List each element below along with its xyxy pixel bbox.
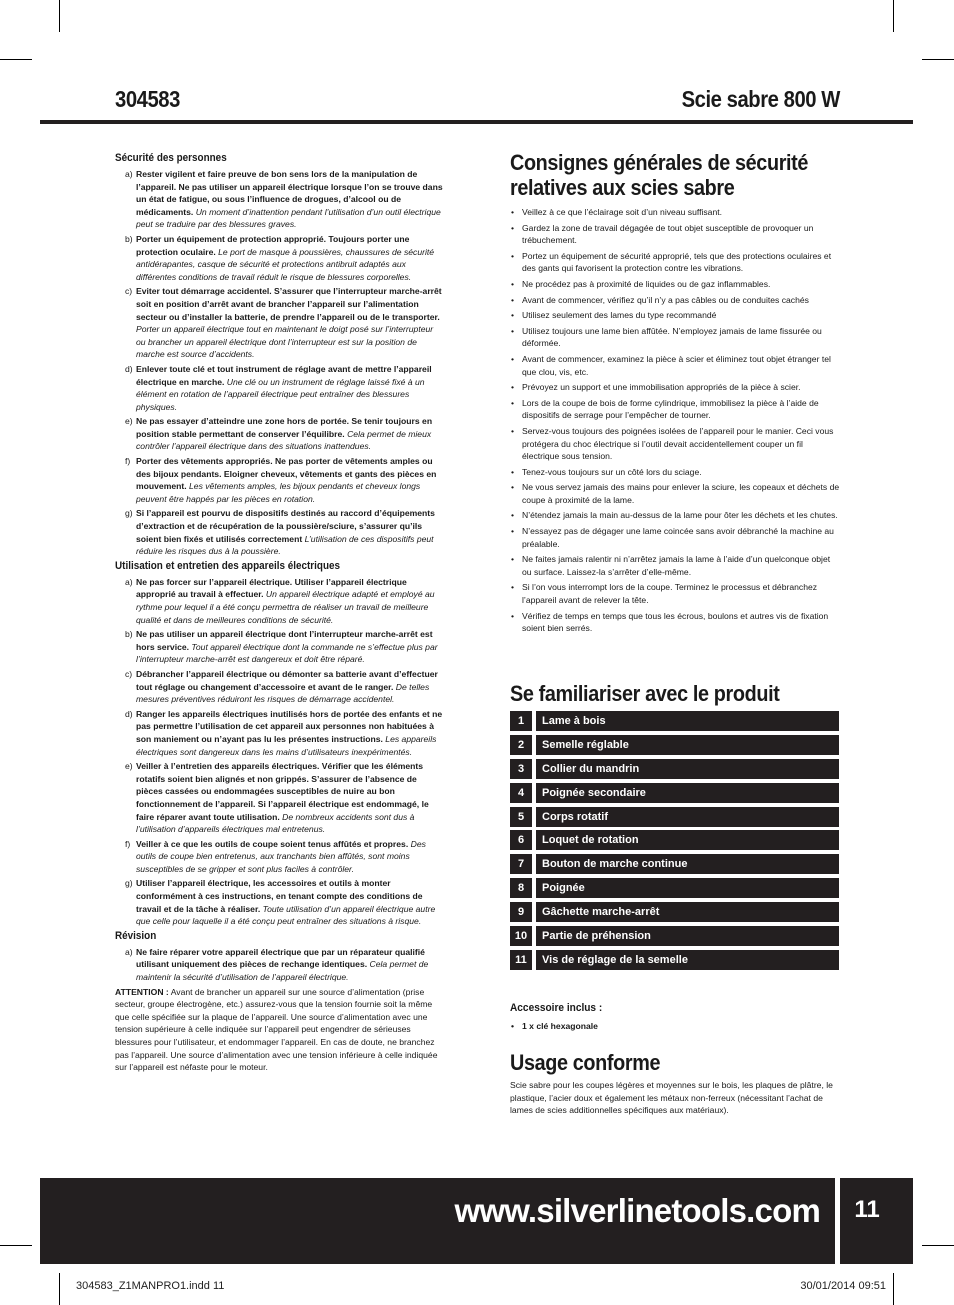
website-url: www.silverlinetools.com: [454, 1192, 820, 1229]
item-letter: a): [125, 946, 133, 957]
instruction-item: [115, 628, 445, 666]
item-letter: f): [125, 456, 131, 467]
instruction-item: [115, 415, 445, 453]
part-name: Vis de réglage de la semelle: [536, 950, 839, 970]
item-bold-text: Utiliser l’appareil électrique, les accessoires et outils à monter conformément à ces instructions, en tenant compte des conditions de travail et de la tâche à réaliser.: [136, 878, 423, 914]
item-bold-text: Débrancher l’appareil électrique ou démonter sa batterie avant d’effectuer tout réglage ou changement d’accessoire et avant de le ranger.: [136, 668, 438, 692]
section-title-use: Utilisation et entretien des appareils électriques: [115, 559, 341, 572]
part-number: 2: [510, 735, 532, 755]
crop-mark: [893, 0, 894, 32]
part-row: [510, 854, 839, 874]
item-letter: d): [125, 363, 133, 374]
attention-text: Avant de brancher un appareil sur une source d’alimentation (prise secteur, groupe électrogène, etc.) assurez-vous que la tension fournie soit la même que celle spécifiée sur la plaque de l’appareil. Une source d’alimentation avec une tension supérieure à celle indiquée sur l’appareil peut engendrer de sérieuses blessures pour l’utilisateur, et endommager l’appareil. En cas de doute, ne branchez pas l’appareil. Une source d’alimentation avec une tension inférieure à celle indiquée sur l’appareil est néfaste pour le moteur.: [115, 986, 438, 1073]
item-letter: e): [125, 761, 133, 772]
item-letter: f): [125, 838, 131, 849]
item-letter: g): [125, 508, 133, 519]
consigne-item: • Vérifiez de temps en temps que tous les écrous, boulons et autres vis de fixation soient bien serrés.: [510, 610, 840, 635]
item-bold-text: Enlever toute clé et tout instrument de réglage avant de mettre l’appareil électrique en marche.: [136, 363, 432, 387]
consigne-item: • Lors de la coupe de bois de forme cylindrique, immobilisez la pièce à l’aide de dispositifs de serrage pour l’empêcher de tourner.: [510, 397, 840, 422]
consigne-item: • Ne faites jamais ralentir ni n’arrêtez jamais la lame à l’aide d’un quelconque objet ou surface. Laissez-la s’arrêter d’elle-même.: [510, 553, 840, 578]
item-letter: c): [125, 286, 133, 297]
item-letter: b): [125, 629, 133, 640]
consigne-item: • N’étendez jamais la main au-dessus de la lame pour ôter les déchets et les chutes.: [510, 509, 840, 522]
item-italic-text: Toute utilisation d’un appareil électrique autre que celle pour laquelle il a été conçu peut entraîner des situations à risque.: [136, 903, 436, 927]
consigne-item: • Avant de commencer, examinez la pièce à scier et éliminez tout objet étranger tel que clou, vis, etc.: [510, 353, 840, 378]
instruction-item: [115, 455, 445, 505]
left-column: [115, 150, 445, 1074]
item-bold-text: Ne pas essayer d’atteindre une zone hors de portée. Se tenir toujours en position stable permettant de conserver l’équilibre.: [136, 416, 433, 439]
part-row: [510, 902, 839, 922]
consigne-item: • Si l’on vous interrompt lors de la coupe. Terminez le processus et débranchez l’appareil avant de relever la tête.: [510, 581, 840, 606]
consigne-item: • Ne procédez pas à proximité de liquides ou de gaz inflammables.: [510, 278, 840, 291]
consignes-list: [510, 206, 840, 635]
product-code: 304583: [115, 86, 180, 112]
item-italic-text: Le port de masque à poussières, chaussures de sécurité antidérapantes, casque de sécurité et protections antibruit adaptés aux différentes conditions de travail réduit le risque de blessures corporelles.: [136, 246, 435, 282]
part-row: [510, 783, 839, 803]
instruction-item: [115, 946, 445, 984]
part-number: 4: [510, 783, 532, 803]
part-row: [510, 878, 839, 898]
item-letter: a): [125, 169, 133, 179]
section-title-revision: Révision: [115, 929, 157, 942]
instruction-item: [115, 233, 445, 283]
consignes-title-line1: Consignes générales de sécurité: [510, 150, 809, 175]
familiariser-title: Se familiariser avec le produit: [510, 681, 780, 706]
item-bold-text: Veiller à l’entretien des appareils électriques. Vérifier que les éléments rotatifs soient bien alignés et non grippés. S’assurer de l’absence de pièces cassées ou endommagées susceptibles de nuire au bon fonctionnement de l’appareil. Si l’appareil électrique est endommagé, le faire réparer avant toute utilisation.: [136, 761, 429, 822]
part-name: Poignée: [536, 878, 839, 898]
item-bold-text: Ne faire réparer votre appareil électrique que par un réparateur qualifié utilisant uniquement des pièces de rechange identiques.: [136, 946, 425, 970]
item-letter: b): [125, 233, 133, 244]
revision-list: [115, 946, 445, 984]
crop-mark: [59, 1273, 60, 1305]
item-italic-text: Un appareil électrique adapté et employé au rythme pour lequel il a été conçu permettra de réaliser un travail de meilleure qualité et dans de meilleures conditions de sécurité.: [136, 589, 435, 625]
instruction-item: [115, 168, 445, 231]
part-row: [510, 830, 839, 850]
item-bold-text: Porter des vêtements appropriés. Ne pas porter de vêtements amples ou des bijoux pendants. Eloigner cheveux, vêtements et gants des pièces en mouvement.: [136, 456, 437, 492]
consigne-item: • Veillez à ce que l’éclairage soit d’un niveau suffisant.: [510, 206, 840, 219]
right-column: [510, 150, 840, 638]
accessoire-item: • 1 x clé hexagonale: [510, 1020, 840, 1033]
part-name: Semelle réglable: [536, 735, 839, 755]
part-number: 6: [510, 830, 532, 850]
consigne-item: • Ne vous servez jamais des mains pour enlever la sciure, les copeaux et déchets de coupe à proximité de la lame.: [510, 481, 840, 506]
part-number: 10: [510, 926, 532, 946]
item-italic-text: Porter un appareil électrique tout en maintenant le doigt posé sur l’interrupteur ou brancher un appareil électrique dont l’interrupteur est sur la position de marche est source d’accidents.: [136, 324, 434, 360]
instruction-item: [115, 576, 445, 626]
part-name: Corps rotatif: [536, 807, 839, 827]
slug-date: 30/01/2014 09:51: [800, 1280, 886, 1292]
item-bold-text: Ranger les appareils électriques inutilisés hors de portée des enfants et ne pas permettre l’utilisation de cet appareil aux personnes non habituées à son maniement ou n’ayant pas lu les présentes instructions.: [136, 708, 443, 744]
crop-mark: [0, 59, 32, 60]
attention-paragraph: [115, 986, 445, 1074]
item-italic-text: Tout appareil électrique dont la commande ne s’effectue plus par l’interrupteur marche-arrêt est dangereux et doit être réparé.: [136, 641, 438, 665]
product-title: Scie sabre 800 W: [681, 86, 840, 112]
consignes-title-line2: relatives aux scies sabre: [510, 175, 735, 200]
item-bold-text: Ne pas utiliser un appareil électrique dont l’interrupteur marche-arrêt est hors service.: [136, 629, 433, 652]
instruction-item: [115, 838, 445, 876]
part-number: 11: [510, 950, 532, 970]
item-letter: c): [125, 668, 133, 679]
slug-filename: 304583_Z1MANPRO1.indd 11: [76, 1280, 225, 1292]
instruction-item: [115, 285, 445, 361]
item-italic-text: De nombreux accidents sont dus à l’utilisation d’appareils électriques mal entretenus.: [136, 811, 415, 835]
item-italic-text: L’utilisation de ces dispositifs peut réduire les risques dus à la poussière.: [136, 533, 434, 557]
item-bold-text: Rester vigilent et faire preuve de bon sens lors de la manipulation de l’appareil. Ne pas utiliser un appareil électrique lorsque l’on se trouve dans un état de fatigue, ou sous l’influence de drogues, d’alcool ou de médicaments.: [136, 169, 443, 217]
crop-mark: [893, 1273, 894, 1305]
personal-safety-list: [115, 168, 445, 558]
part-row: [510, 759, 839, 779]
consigne-item: • N’essayez pas de dégager une lame coincée sans avoir débranché la machine au préalable.: [510, 525, 840, 550]
item-bold-text: Si l’appareil est pourvu de dispositifs destinés au raccord d’équipements d’extraction et de récupération de la poussière/sciure, s’assurer qu’ils soient bien fixés et utilisés correctement: [136, 508, 435, 544]
item-italic-text: De telles mesures préventives réduiront les risques de démarrage accidentel.: [136, 681, 430, 705]
item-bold-text: Porter un équipement de protection approprié. Toujours porter une protection oculaire.: [136, 233, 410, 257]
part-number: 3: [510, 759, 532, 779]
part-name: Collier du mandrin: [536, 759, 839, 779]
usage-text: Scie sabre pour les coupes légères et moyennes sur le bois, les plaques de plâtre, le plastique, l’acier doux et également les métaux non-ferreux (nécessitant l’achat de lames de scies additionnelles spécifiques aux matériaux).: [510, 1080, 833, 1116]
item-italic-text: Des outils de coupe bien entretenus, aux tranchants bien affûtés, sont moins susceptibles de se gripper et sont plus faciles à contrôler.: [136, 838, 426, 874]
crop-mark: [922, 1245, 954, 1246]
crop-mark: [0, 1245, 32, 1246]
crop-mark: [922, 59, 954, 60]
part-row: [510, 950, 839, 970]
item-italic-text: Cela permet de mieux contrôler l’appareil électrique dans des situations inattendues.: [136, 428, 432, 452]
part-name: Lame à bois: [536, 711, 839, 731]
item-letter: a): [125, 576, 133, 587]
instruction-item: [115, 363, 445, 413]
consigne-item: • Avant de commencer, vérifiez qu’il n’y a pas câbles ou de conduites cachés: [510, 294, 840, 307]
consigne-item: • Prévoyez un support et une immobilisation appropriés de la pièce à scier.: [510, 381, 840, 394]
consigne-item: • Utilisez seulement des lames du type recommandé: [510, 309, 840, 322]
consigne-item: • Servez-vous toujours des poignées isolées de l’appareil pour le manier. Ceci vous protégera du choc électrique si l’outil devait accidentellement couper un fil électrique sous tension.: [510, 425, 840, 463]
crop-mark: [59, 0, 60, 32]
instruction-item: [115, 877, 445, 927]
accessoire-title: Accessoire inclus :: [510, 1002, 603, 1014]
instruction-item: [115, 760, 445, 836]
attention-label: ATTENTION :: [115, 986, 169, 997]
part-name: Gâchette marche-arrêt: [536, 902, 839, 922]
part-number: 8: [510, 878, 532, 898]
consigne-item: • Gardez la zone de travail dégagée de tout objet susceptible de provoquer un trébuchement.: [510, 222, 840, 247]
section-title-personal: Sécurité des personnes: [115, 152, 227, 164]
item-italic-text: Un moment d’inattention pendant l’utilisation d’un outil électrique peut se traduire par des blessures graves.: [136, 206, 441, 230]
part-name: Partie de préhension: [536, 926, 839, 946]
part-row: [510, 926, 839, 946]
instruction-item: [115, 507, 445, 557]
usage-title: Usage conforme: [510, 1050, 661, 1075]
header-rule: [40, 120, 913, 124]
item-italic-text: Une clé ou un instrument de réglage laissé fixé à un élément en rotation de l’appareil électrique peut entraîner des blessures physiques.: [136, 376, 425, 412]
item-italic-text: Les vêtements amples, les bijoux pendants et cheveux longs peuvent être happés par les pièces en rotation.: [136, 481, 421, 504]
consigne-item: • Utilisez toujours une lame bien affûtée. N’employez jamais de lame fissurée ou déformée.: [510, 325, 840, 350]
item-letter: e): [125, 416, 133, 427]
part-row: [510, 807, 839, 827]
part-number: 7: [510, 854, 532, 874]
part-number: 9: [510, 902, 532, 922]
part-number: 5: [510, 807, 532, 827]
part-row: [510, 735, 839, 755]
item-italic-text: Cela permet de maintenir la sécurité d’utilisation de l’appareil électrique.: [136, 959, 429, 983]
part-number: 1: [510, 711, 532, 731]
part-row: [510, 711, 839, 731]
item-italic-text: Les appareils électriques sont dangereux dans les mains d’utilisateurs inexpérimentés.: [136, 733, 437, 757]
use-maintenance-list: [115, 576, 445, 928]
item-letter: g): [125, 878, 133, 889]
consigne-item: • Tenez-vous toujours sur un côté lors du sciage.: [510, 466, 840, 479]
page-number: 11: [854, 1196, 880, 1223]
item-bold-text: Ne pas forcer sur l’appareil électrique. Utiliser l’appareil électrique approprié au travail à effectuer.: [136, 576, 407, 600]
item-letter: d): [125, 708, 133, 719]
instruction-item: [115, 668, 445, 706]
part-name: Bouton de marche continue: [536, 854, 839, 874]
item-bold-text: Veiller à ce que les outils de coupe soient tenus affûtés et propres.: [136, 838, 409, 849]
item-bold-text: Eviter tout démarrage accidentel. S’assurer que l’interrupteur marche-arrêt soit en position d’arrêt avant de brancher l’appareil sur l’alimentation secteur ou d’installer la batterie, de prendre l’appareil ou de le transporter.: [136, 286, 442, 322]
accessoire-list: [510, 1020, 840, 1036]
part-name: Poignée secondaire: [536, 783, 839, 803]
parts-list: [510, 711, 839, 974]
part-name: Loquet de rotation: [536, 830, 839, 850]
instruction-item: [115, 708, 445, 758]
consigne-item: • Portez un équipement de sécurité approprié, tels que des protections oculaires et des gants qui favorisent la protection contre les vibrations.: [510, 250, 840, 275]
